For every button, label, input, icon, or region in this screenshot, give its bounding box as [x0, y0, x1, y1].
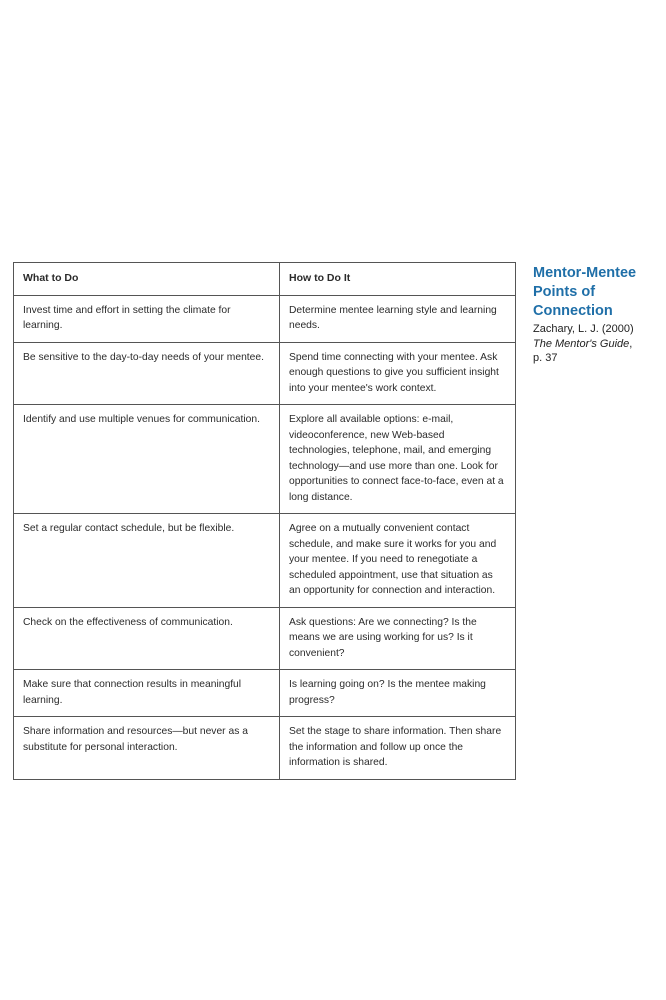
- what-cell: Set a regular contact schedule, but be flexible.: [14, 514, 280, 608]
- caption-citation: [533, 322, 663, 366]
- what-cell: Invest time and effort in setting the climate for learning.: [14, 295, 280, 342]
- table-row: [14, 607, 516, 670]
- what-cell: Share information and resources—but never as a substitute for personal interaction.: [14, 717, 280, 780]
- table-row: [14, 514, 516, 608]
- what-cell: Make sure that connection results in meaningful learning.: [14, 670, 280, 717]
- header-how-to-do-it: How to Do It: [280, 263, 516, 296]
- table-row: [14, 295, 516, 342]
- how-cell: Explore all available options: e-mail, videoconference, new Web-based technologies, telephone, mail, and emerging technology—and use more than one. Look for opportunities to connect face-to-face, even at a long distance.: [280, 405, 516, 514]
- table-row: [14, 405, 516, 514]
- how-cell: Ask questions: Are we connecting? Is the means we are using working for us? Is it convenient?: [280, 607, 516, 670]
- mentor-connection-table: [13, 262, 516, 780]
- table-row: [14, 717, 516, 780]
- table-row: [14, 670, 516, 717]
- figure-caption: [533, 264, 663, 366]
- how-cell: Spend time connecting with your mentee. Ask enough questions to give you sufficient insight into your mentee's work context.: [280, 342, 516, 405]
- citation-book-suffix: ,: [629, 337, 633, 350]
- how-cell: Set the stage to share information. Then share the information and follow up once the information is shared.: [280, 717, 516, 780]
- citation-page: p. 37: [533, 352, 558, 364]
- citation-book-line: [533, 337, 663, 352]
- citation-author: Zachary, L. J. (2000): [533, 323, 634, 335]
- caption-title-line: Points of: [533, 284, 596, 300]
- header-what-to-do: What to Do: [14, 263, 280, 296]
- how-cell: Agree on a mutually convenient contact schedule, and make sure it works for you and your mentee. If you need to renegotiate a scheduled appointment, use that situation as an opportunity for connection and interaction.: [280, 514, 516, 608]
- what-cell: Identify and use multiple venues for communication.: [14, 405, 280, 514]
- what-cell: Check on the effectiveness of communication.: [14, 607, 280, 670]
- caption-title: [533, 264, 663, 321]
- citation-book-title: The Mentor's Guide: [533, 337, 630, 350]
- caption-title-line: Mentor-Mentee: [533, 265, 637, 281]
- table-row: [14, 342, 516, 405]
- what-cell: Be sensitive to the day-to-day needs of your mentee.: [14, 342, 280, 405]
- how-cell: Is learning going on? Is the mentee making progress?: [280, 670, 516, 717]
- caption-title-line: Connection: [533, 303, 613, 319]
- how-cell: Determine mentee learning style and learning needs.: [280, 295, 516, 342]
- table-header-row: [14, 263, 516, 296]
